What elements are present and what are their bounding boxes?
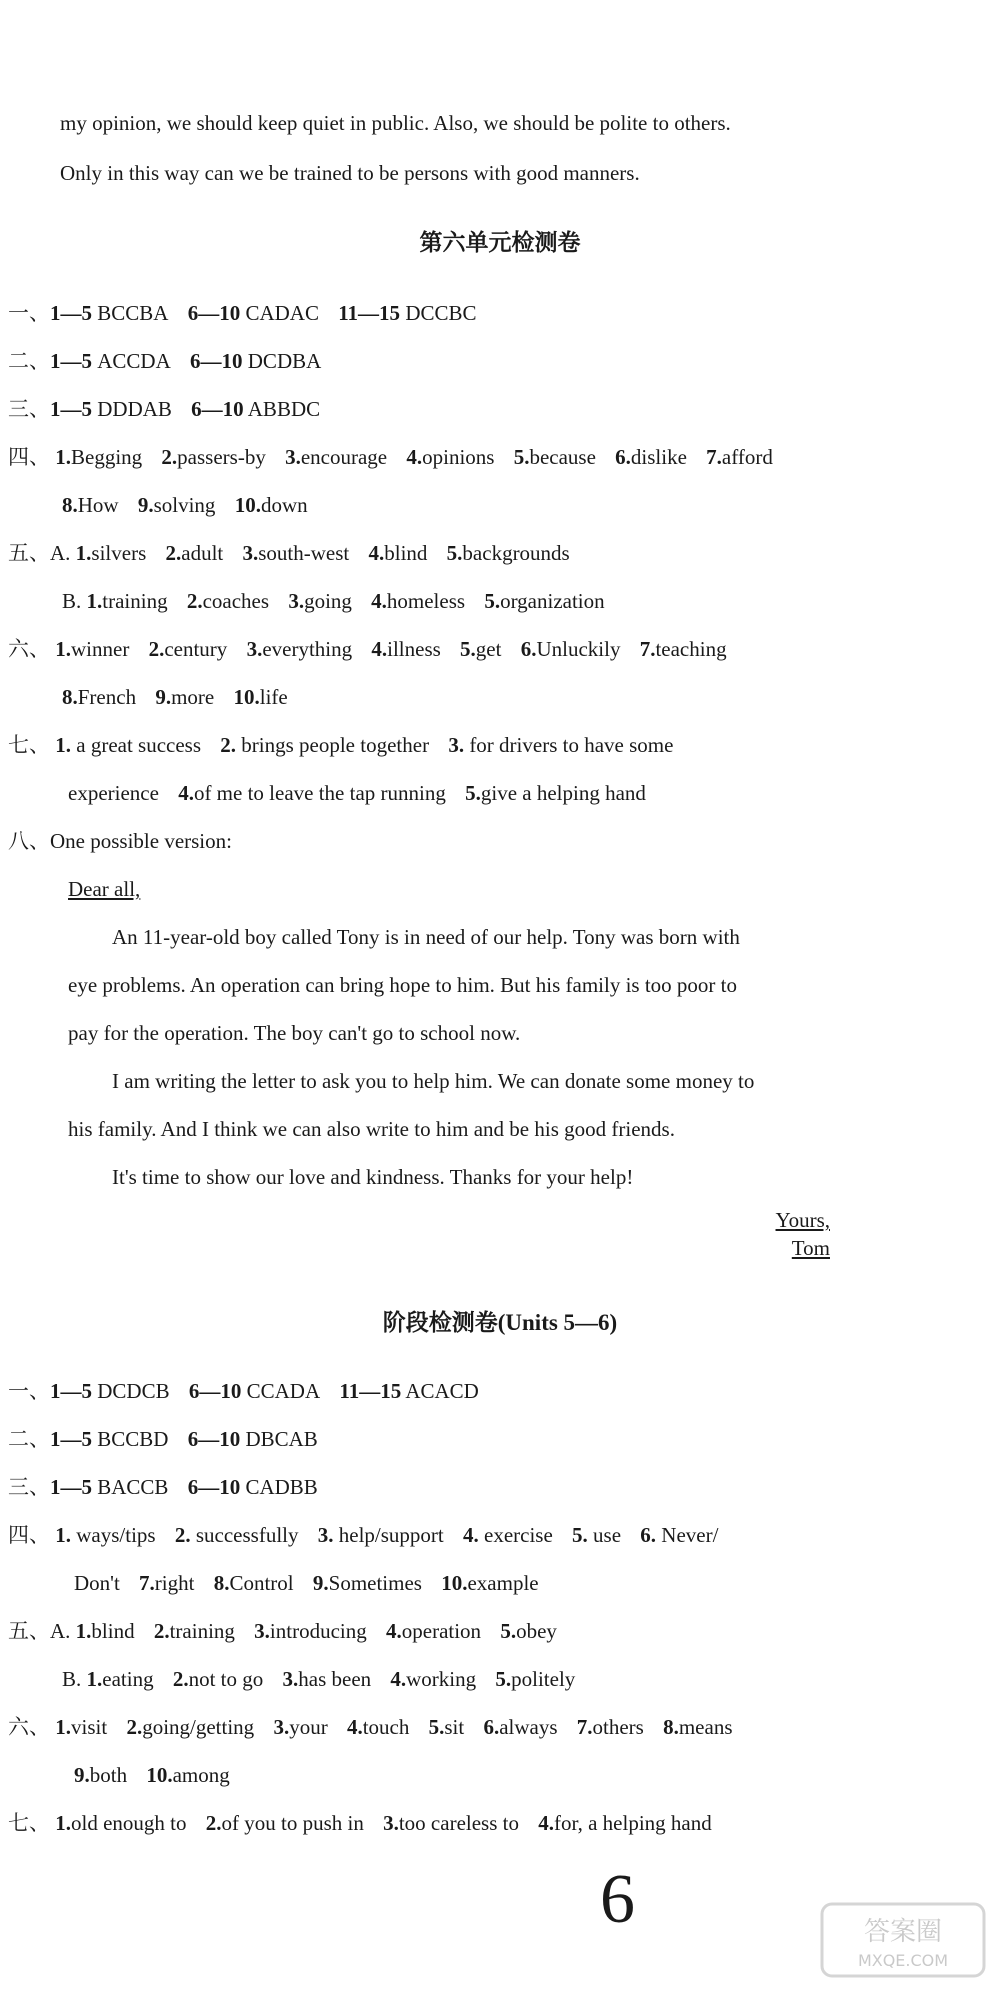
answer-row: 七、 1.old enough to 2.of you to push in 3.too careless to 4.for, a helping hand — [8, 1811, 712, 1835]
answer-row: 四、 1.Begging 2.passers-by 3.encourage 4.opinions 5.because 6.dislike 7.afford — [8, 445, 773, 469]
svg-text:MXQE.COM: MXQE.COM — [857, 1951, 949, 1970]
page-number: 6 — [600, 1861, 635, 1938]
answer-row: 一、1—5 BCCBA 6—10 CADAC 11—15 DCCBC — [8, 301, 477, 325]
letter-line: An 11-year-old boy called Tony is in need of our help. Tony was born with — [112, 925, 740, 949]
answer-row: 五、A. 1.silvers 2.adult 3.south-west 4.blind 5.backgrounds — [8, 541, 570, 565]
answer-row: 六、 1.winner 2.century 3.everything 4.illness 5.get 6.Unluckily 7.teaching — [8, 637, 727, 661]
answer-row: B. 1.eating 2.not to go 3.has been 4.working 5.politely — [62, 1667, 576, 1691]
letter-signature: Tom — [791, 1236, 830, 1260]
answer-row: 三、1—5 BACCB 6—10 CADBB — [8, 1475, 318, 1499]
intro-line: Only in this way can we be trained to be persons with good manners. — [60, 161, 640, 185]
answer-row: 一、1—5 DCDCB 6—10 CCADA 11—15 ACACD — [8, 1379, 479, 1403]
answer-row: Don't 7.right 8.Control 9.Sometimes 10.example — [74, 1571, 539, 1595]
svg-text:答案圈: 答案圈 — [863, 1917, 943, 1947]
letter-line: eye problems. An operation can bring hope to him. But his family is too poor to — [68, 973, 737, 997]
answer-row: 七、 1. a great success 2. brings people together 3. for drivers to have some — [8, 733, 674, 757]
letter-greeting: Dear all, — [68, 877, 141, 901]
letter-line: It's time to show our love and kindness. Thanks for your help! — [112, 1165, 634, 1189]
answer-row: 二、1—5 BCCBD 6—10 DBCAB — [8, 1427, 318, 1451]
section-title: 阶段检测卷(Units 5—6) — [382, 1310, 618, 1335]
letter-line: pay for the operation. The boy can't go to school now. — [68, 1021, 521, 1045]
letter-closing: Yours, — [775, 1208, 830, 1232]
answer-row: 六、 1.visit 2.going/getting 3.your 4.touch 5.sit 6.always 7.others 8.means — [8, 1715, 733, 1739]
answer-row: 8.How 9.solving 10.down — [62, 493, 308, 517]
answer-row: 二、1—5 ACCDA 6—10 DCDBA — [8, 349, 322, 373]
letter-line: his family. And I think we can also write to him and be his good friends. — [68, 1117, 675, 1141]
intro-line: my opinion, we should keep quiet in public. Also, we should be polite to others. — [60, 111, 731, 135]
answer-row: 四、 1. ways/tips 2. successfully 3. help/support 4. exercise 5. use 6. Never/ — [8, 1523, 719, 1547]
answer-row: 9.both 10.among — [74, 1763, 230, 1787]
answer-row: 五、A. 1.blind 2.training 3.introducing 4.operation 5.obey — [8, 1619, 557, 1643]
letter-line: I am writing the letter to ask you to help him. We can donate some money to — [112, 1069, 755, 1093]
answer-row: 三、1—5 DDDAB 6—10 ABBDC — [8, 397, 321, 421]
answer-row: 八、One possible version: — [8, 829, 232, 853]
section-title: 第六单元检测卷 — [419, 230, 581, 255]
watermark-logo — [818, 1900, 988, 1980]
answer-row: 8.French 9.more 10.life — [62, 685, 288, 709]
answer-row: B. 1.training 2.coaches 3.going 4.homeless 5.organization — [62, 589, 605, 613]
answer-row: experience 4.of me to leave the tap running 5.give a helping hand — [68, 781, 646, 805]
